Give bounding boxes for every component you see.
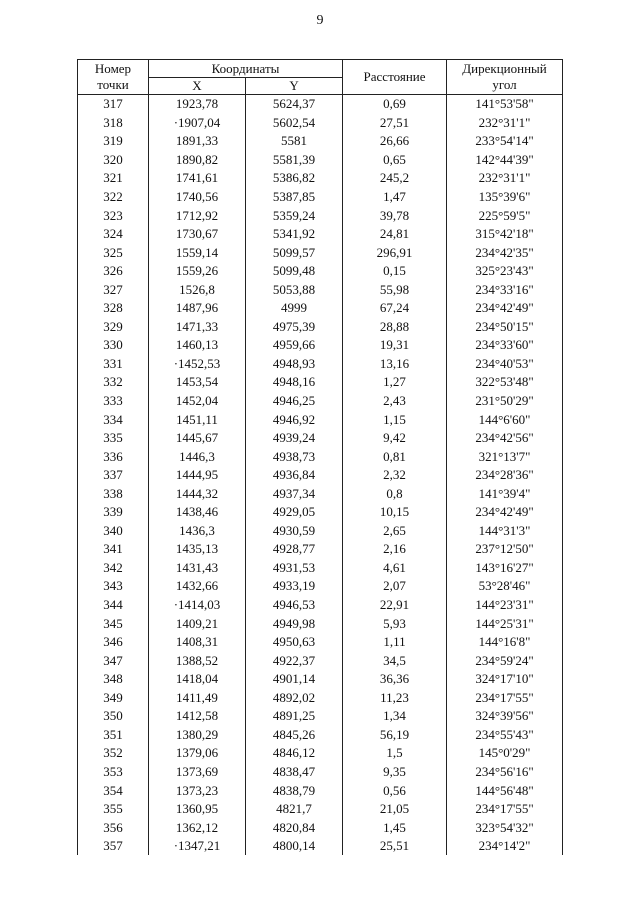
y-coordinate-cell: 5387,85 — [246, 188, 343, 207]
table-row — [78, 299, 563, 318]
point-number-cell: 322 — [78, 188, 149, 207]
table-body — [78, 95, 563, 856]
y-coordinate-cell: 4922,37 — [246, 651, 343, 670]
distance-header: Расстояние — [343, 60, 447, 95]
direction-angle-header-line1: Дирекционный — [462, 61, 547, 76]
distance-cell: 2,32 — [343, 466, 447, 485]
table-row — [78, 132, 563, 151]
distance-cell: 1,34 — [343, 707, 447, 726]
table-row — [78, 169, 563, 188]
direction-angle-cell: 144°16'8" — [447, 633, 563, 652]
y-coordinate-cell: 4946,53 — [246, 596, 343, 615]
direction-angle-cell: 234°33'16" — [447, 280, 563, 299]
table-row — [78, 188, 563, 207]
distance-cell: 2,16 — [343, 540, 447, 559]
distance-cell: 36,36 — [343, 670, 447, 689]
table-row — [78, 355, 563, 374]
y-coordinate-cell: 4928,77 — [246, 540, 343, 559]
distance-cell: 1,45 — [343, 818, 447, 837]
point-number-cell: 318 — [78, 114, 149, 133]
point-number-cell: 351 — [78, 726, 149, 745]
x-coordinate-cell: 1730,67 — [149, 225, 246, 244]
y-coordinate-cell: 4939,24 — [246, 429, 343, 448]
y-coordinate-cell: 5386,82 — [246, 169, 343, 188]
x-header: X — [149, 78, 246, 95]
point-number-cell: 335 — [78, 429, 149, 448]
direction-angle-cell: 234°17'55" — [447, 689, 563, 708]
y-coordinate-cell: 4845,26 — [246, 726, 343, 745]
point-number-header-line1: Номер — [94, 61, 132, 76]
direction-angle-cell: 141°53'58" — [447, 95, 563, 114]
x-coordinate-cell: 1444,95 — [149, 466, 246, 485]
direction-angle-header — [447, 60, 563, 95]
direction-angle-cell: 234°42'35" — [447, 243, 563, 262]
y-coordinate-cell: 4929,05 — [246, 503, 343, 522]
point-number-cell: 344 — [78, 596, 149, 615]
x-coordinate-cell: 1411,49 — [149, 689, 246, 708]
x-coordinate-cell: 1418,04 — [149, 670, 246, 689]
direction-angle-cell: 144°23'31" — [447, 596, 563, 615]
y-header: Y — [246, 78, 343, 95]
y-coordinate-cell: 4950,63 — [246, 633, 343, 652]
distance-cell: 67,24 — [343, 299, 447, 318]
y-coordinate-cell: 4901,14 — [246, 670, 343, 689]
table-row — [78, 429, 563, 448]
direction-angle-cell: 324°39'56" — [447, 707, 563, 726]
table-row — [78, 707, 563, 726]
table-row — [78, 318, 563, 337]
y-coordinate-cell: 4948,93 — [246, 355, 343, 374]
x-coordinate-cell: 1380,29 — [149, 726, 246, 745]
x-coordinate-cell: 1438,46 — [149, 503, 246, 522]
point-number-cell: 327 — [78, 280, 149, 299]
y-coordinate-cell: 5624,37 — [246, 95, 343, 114]
x-coordinate-cell: ·1452,53 — [149, 355, 246, 374]
direction-angle-cell: 234°40'53" — [447, 355, 563, 374]
point-number-cell: 350 — [78, 707, 149, 726]
table-row — [78, 447, 563, 466]
table-row — [78, 818, 563, 837]
point-number-cell: 325 — [78, 243, 149, 262]
x-coordinate-cell: 1559,26 — [149, 262, 246, 281]
x-coordinate-cell: 1360,95 — [149, 800, 246, 819]
distance-cell: 56,19 — [343, 726, 447, 745]
x-coordinate-cell: 1923,78 — [149, 95, 246, 114]
direction-angle-cell: 142°44'39" — [447, 151, 563, 170]
x-coordinate-cell: 1891,33 — [149, 132, 246, 151]
table-row — [78, 225, 563, 244]
distance-cell: 5,93 — [343, 614, 447, 633]
y-coordinate-cell: 4948,16 — [246, 373, 343, 392]
distance-cell: 26,66 — [343, 132, 447, 151]
direction-angle-cell: 322°53'48" — [447, 373, 563, 392]
x-coordinate-cell: 1559,14 — [149, 243, 246, 262]
distance-cell: 39,78 — [343, 206, 447, 225]
distance-cell: 1,47 — [343, 188, 447, 207]
page-number: 9 — [316, 13, 324, 28]
y-coordinate-cell: 4800,14 — [246, 837, 343, 856]
point-number-cell: 339 — [78, 503, 149, 522]
point-number-cell: 348 — [78, 670, 149, 689]
direction-angle-cell: 324°17'10" — [447, 670, 563, 689]
direction-angle-cell: 233°54'14" — [447, 132, 563, 151]
table-row — [78, 410, 563, 429]
point-number-cell: 330 — [78, 336, 149, 355]
x-coordinate-cell: 1444,32 — [149, 484, 246, 503]
x-coordinate-cell: 1362,12 — [149, 818, 246, 837]
distance-cell: 2,43 — [343, 392, 447, 411]
direction-angle-cell: 232°31'1" — [447, 169, 563, 188]
distance-cell: 27,51 — [343, 114, 447, 133]
y-coordinate-cell: 4937,34 — [246, 484, 343, 503]
point-number-cell: 343 — [78, 577, 149, 596]
table-row — [78, 837, 563, 856]
point-number-cell: 334 — [78, 410, 149, 429]
distance-cell: 2,07 — [343, 577, 447, 596]
table-row — [78, 373, 563, 392]
point-number-cell: 326 — [78, 262, 149, 281]
x-coordinate-cell: 1432,66 — [149, 577, 246, 596]
table-row — [78, 577, 563, 596]
direction-angle-cell: 234°55'43" — [447, 726, 563, 745]
table-row — [78, 614, 563, 633]
y-coordinate-cell: 5341,92 — [246, 225, 343, 244]
point-number-header — [78, 60, 149, 95]
distance-cell: 11,23 — [343, 689, 447, 708]
distance-cell: 4,61 — [343, 559, 447, 578]
distance-cell: 0,81 — [343, 447, 447, 466]
point-number-cell: 336 — [78, 447, 149, 466]
table-row — [78, 744, 563, 763]
point-number-cell: 333 — [78, 392, 149, 411]
table-row — [78, 336, 563, 355]
distance-cell: 296,91 — [343, 243, 447, 262]
x-coordinate-cell: 1741,61 — [149, 169, 246, 188]
y-coordinate-cell: 4838,79 — [246, 781, 343, 800]
point-number-cell: 338 — [78, 484, 149, 503]
x-coordinate-cell: 1445,67 — [149, 429, 246, 448]
point-number-cell: 332 — [78, 373, 149, 392]
y-coordinate-cell: 5359,24 — [246, 206, 343, 225]
table-row — [78, 151, 563, 170]
x-coordinate-cell: 1379,06 — [149, 744, 246, 763]
point-number-cell: 349 — [78, 689, 149, 708]
direction-angle-cell: 141°39'4" — [447, 484, 563, 503]
point-number-cell: 354 — [78, 781, 149, 800]
direction-angle-cell: 231°50'29" — [447, 392, 563, 411]
x-coordinate-cell: 1412,58 — [149, 707, 246, 726]
table-row — [78, 781, 563, 800]
point-number-cell: 353 — [78, 763, 149, 782]
y-coordinate-cell: 5053,88 — [246, 280, 343, 299]
table-row — [78, 503, 563, 522]
direction-angle-cell: 321°13'7" — [447, 447, 563, 466]
y-coordinate-cell: 4936,84 — [246, 466, 343, 485]
distance-cell: 0,8 — [343, 484, 447, 503]
direction-angle-cell: 144°31'3" — [447, 522, 563, 541]
distance-cell: 28,88 — [343, 318, 447, 337]
point-number-cell: 347 — [78, 651, 149, 670]
x-coordinate-cell: 1712,92 — [149, 206, 246, 225]
y-coordinate-cell: 4821,7 — [246, 800, 343, 819]
distance-cell: 1,5 — [343, 744, 447, 763]
direction-angle-cell: 315°42'18" — [447, 225, 563, 244]
x-coordinate-cell: 1373,69 — [149, 763, 246, 782]
y-coordinate-cell: 4946,25 — [246, 392, 343, 411]
direction-angle-cell: 144°25'31" — [447, 614, 563, 633]
x-coordinate-cell: ·1347,21 — [149, 837, 246, 856]
direction-angle-cell: 143°16'27" — [447, 559, 563, 578]
x-coordinate-cell: ·1907,04 — [149, 114, 246, 133]
table-row — [78, 95, 563, 114]
direction-angle-cell: 234°33'60" — [447, 336, 563, 355]
direction-angle-cell: 145°0'29" — [447, 744, 563, 763]
y-coordinate-cell: 4820,84 — [246, 818, 343, 837]
direction-angle-cell: 234°28'36" — [447, 466, 563, 485]
table-row — [78, 689, 563, 708]
direction-angle-cell: 234°14'2" — [447, 837, 563, 856]
direction-angle-cell: 144°6'60" — [447, 410, 563, 429]
distance-cell: 22,91 — [343, 596, 447, 615]
x-coordinate-cell: ·1414,03 — [149, 596, 246, 615]
distance-cell: 25,51 — [343, 837, 447, 856]
table-row — [78, 726, 563, 745]
coordinates-table — [77, 59, 563, 855]
point-number-cell: 324 — [78, 225, 149, 244]
direction-angle-cell: 234°42'56" — [447, 429, 563, 448]
x-coordinate-cell: 1740,56 — [149, 188, 246, 207]
x-coordinate-cell: 1471,33 — [149, 318, 246, 337]
point-number-cell: 352 — [78, 744, 149, 763]
table-row — [78, 559, 563, 578]
x-coordinate-cell: 1453,54 — [149, 373, 246, 392]
direction-angle-cell: 237°12'50" — [447, 540, 563, 559]
distance-cell: 0,56 — [343, 781, 447, 800]
distance-cell: 19,31 — [343, 336, 447, 355]
point-number-cell: 342 — [78, 559, 149, 578]
point-number-cell: 345 — [78, 614, 149, 633]
table-row — [78, 392, 563, 411]
x-coordinate-cell: 1435,13 — [149, 540, 246, 559]
table-row — [78, 484, 563, 503]
x-coordinate-cell: 1460,13 — [149, 336, 246, 355]
x-coordinate-cell: 1526,8 — [149, 280, 246, 299]
y-coordinate-cell: 5581,39 — [246, 151, 343, 170]
distance-cell: 2,65 — [343, 522, 447, 541]
y-coordinate-cell: 4946,92 — [246, 410, 343, 429]
distance-cell: 1,27 — [343, 373, 447, 392]
x-coordinate-cell: 1373,23 — [149, 781, 246, 800]
distance-cell: 21,05 — [343, 800, 447, 819]
point-number-cell: 323 — [78, 206, 149, 225]
x-coordinate-cell: 1409,21 — [149, 614, 246, 633]
point-number-cell: 321 — [78, 169, 149, 188]
distance-cell: 13,16 — [343, 355, 447, 374]
x-coordinate-cell: 1451,11 — [149, 410, 246, 429]
table-row — [78, 114, 563, 133]
x-coordinate-cell: 1452,04 — [149, 392, 246, 411]
table-row — [78, 243, 563, 262]
table-row — [78, 633, 563, 652]
y-coordinate-cell: 4838,47 — [246, 763, 343, 782]
point-number-cell: 341 — [78, 540, 149, 559]
direction-angle-cell: 234°59'24" — [447, 651, 563, 670]
table-row — [78, 800, 563, 819]
direction-angle-cell: 234°50'15" — [447, 318, 563, 337]
table-row — [78, 522, 563, 541]
y-coordinate-cell: 4892,02 — [246, 689, 343, 708]
direction-angle-cell: 323°54'32" — [447, 818, 563, 837]
y-coordinate-cell: 4959,66 — [246, 336, 343, 355]
table-row — [78, 763, 563, 782]
x-coordinate-cell: 1431,43 — [149, 559, 246, 578]
point-number-cell: 319 — [78, 132, 149, 151]
table-row — [78, 262, 563, 281]
table-header — [78, 60, 563, 95]
table-row — [78, 540, 563, 559]
distance-cell: 245,2 — [343, 169, 447, 188]
point-number-header-line2: точки — [97, 77, 129, 92]
y-coordinate-cell: 5581 — [246, 132, 343, 151]
x-coordinate-cell: 1890,82 — [149, 151, 246, 170]
y-coordinate-cell: 5602,54 — [246, 114, 343, 133]
point-number-cell: 329 — [78, 318, 149, 337]
y-coordinate-cell: 4949,98 — [246, 614, 343, 633]
point-number-cell: 357 — [78, 837, 149, 856]
direction-angle-cell: 325°23'43" — [447, 262, 563, 281]
x-coordinate-cell: 1436,3 — [149, 522, 246, 541]
distance-cell: 9,35 — [343, 763, 447, 782]
distance-cell: 0,69 — [343, 95, 447, 114]
point-number-cell: 317 — [78, 95, 149, 114]
y-coordinate-cell: 4891,25 — [246, 707, 343, 726]
table-row — [78, 596, 563, 615]
y-coordinate-cell: 4933,19 — [246, 577, 343, 596]
distance-cell: 1,11 — [343, 633, 447, 652]
y-coordinate-cell: 5099,57 — [246, 243, 343, 262]
table-row — [78, 651, 563, 670]
y-coordinate-cell: 4931,53 — [246, 559, 343, 578]
x-coordinate-cell: 1388,52 — [149, 651, 246, 670]
point-number-cell: 355 — [78, 800, 149, 819]
distance-cell: 10,15 — [343, 503, 447, 522]
coordinates-header: Координаты — [149, 60, 343, 78]
x-coordinate-cell: 1487,96 — [149, 299, 246, 318]
distance-cell: 24,81 — [343, 225, 447, 244]
point-number-cell: 340 — [78, 522, 149, 541]
point-number-cell: 331 — [78, 355, 149, 374]
table-row — [78, 670, 563, 689]
distance-cell: 0,65 — [343, 151, 447, 170]
point-number-cell: 356 — [78, 818, 149, 837]
distance-cell: 34,5 — [343, 651, 447, 670]
table-row — [78, 466, 563, 485]
direction-angle-cell: 53°28'46" — [447, 577, 563, 596]
direction-angle-cell: 225°59'5" — [447, 206, 563, 225]
direction-angle-cell: 234°56'16" — [447, 763, 563, 782]
direction-angle-cell: 232°31'1" — [447, 114, 563, 133]
direction-angle-header-line2: угол — [492, 77, 517, 92]
point-number-cell: 346 — [78, 633, 149, 652]
direction-angle-cell: 144°56'48" — [447, 781, 563, 800]
y-coordinate-cell: 5099,48 — [246, 262, 343, 281]
x-coordinate-cell: 1408,31 — [149, 633, 246, 652]
direction-angle-cell: 234°42'49" — [447, 503, 563, 522]
y-coordinate-cell: 4975,39 — [246, 318, 343, 337]
distance-cell: 9,42 — [343, 429, 447, 448]
point-number-cell: 320 — [78, 151, 149, 170]
y-coordinate-cell: 4938,73 — [246, 447, 343, 466]
point-number-cell: 328 — [78, 299, 149, 318]
point-number-cell: 337 — [78, 466, 149, 485]
x-coordinate-cell: 1446,3 — [149, 447, 246, 466]
distance-cell: 0,15 — [343, 262, 447, 281]
table-row — [78, 206, 563, 225]
y-coordinate-cell: 4999 — [246, 299, 343, 318]
y-coordinate-cell: 4930,59 — [246, 522, 343, 541]
direction-angle-cell: 234°42'49" — [447, 299, 563, 318]
y-coordinate-cell: 4846,12 — [246, 744, 343, 763]
table-row — [78, 280, 563, 299]
distance-cell: 55,98 — [343, 280, 447, 299]
direction-angle-cell: 135°39'6" — [447, 188, 563, 207]
distance-cell: 1,15 — [343, 410, 447, 429]
direction-angle-cell: 234°17'55" — [447, 800, 563, 819]
